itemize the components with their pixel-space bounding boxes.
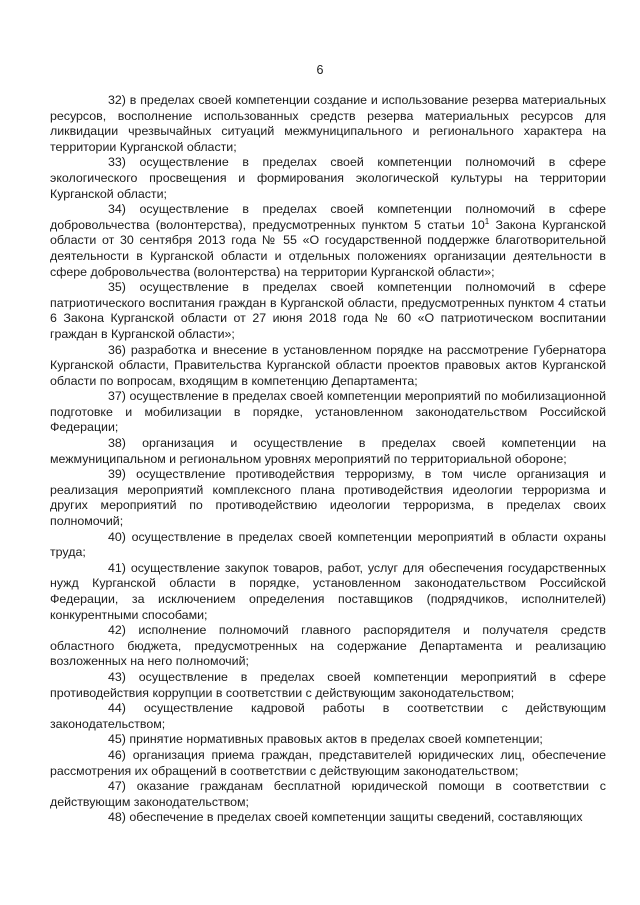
item-number: 48) (108, 810, 126, 825)
item-text: осуществление противодействия терроризму, в том числе организация и реализация мероприятий комплексного плана противодействия идеологии терроризма и других мероприятий по противодействию идеологии терроризма, в пределах своих полномочий; (50, 467, 606, 529)
item-number: 36) (108, 342, 126, 357)
item-text: осуществление в пределах своей компетенции мероприятий по мобилизационной подготовке и мобилизации в порядке, установленном законодательством Российской Федерации; (50, 389, 606, 435)
list-item-45 (50, 732, 606, 748)
list-item-37 (50, 389, 606, 436)
item-text: осуществление закупок товаров, работ, услуг для обеспечения государственных нужд Курганской области в порядке, установленном законодательством Российской Федерации, за исключением определения поставщиков (подрядчиков, исполнителей) конкурентными способами; (50, 560, 606, 622)
item-number: 40) (108, 529, 126, 544)
item-number: 38) (108, 436, 126, 451)
item-text: осуществление в пределах своей компетенции полномочий в сфере экологического просвещения и формирования экологической культуры на территории Курганской области; (50, 155, 606, 201)
item-number: 37) (108, 389, 126, 404)
item-number: 35) (108, 280, 126, 295)
item-number: 43) (108, 669, 126, 684)
item-number: 46) (108, 747, 126, 762)
list-item-47 (50, 779, 606, 810)
item-text: осуществление в пределах своей компетенции мероприятий в сфере противодействия коррупции в соответствии с действующим законодательством; (50, 669, 606, 700)
list-item-34 (50, 202, 606, 280)
list-item-48 (50, 810, 606, 826)
item-text: исполнение полномочий главного распорядителя и получателя средств областного бюджета, предусмотренных на содержание Департамента и реализацию возложенных на него полномочий; (50, 623, 606, 669)
document-body (50, 93, 606, 826)
item-number: 45) (108, 732, 126, 747)
list-item-46 (50, 748, 606, 779)
list-item-38 (50, 436, 606, 467)
item-number: 32) (108, 93, 126, 107)
item-text: в пределах своей компетенции создание и использование резерва материальных ресурсов, восполнение использованных средств резерва материальных ресурсов для ликвидации чрезвычайных ситуаций межмуниципального и регионального характера на территории Курганской области; (50, 93, 606, 154)
list-item-39 (50, 467, 606, 529)
item-number: 47) (108, 779, 126, 794)
list-item-32 (50, 93, 606, 155)
superscript: 1 (484, 216, 490, 226)
item-text: осуществление в пределах своей компетенции мероприятий в области охраны труда; (50, 529, 606, 560)
list-item-43 (50, 670, 606, 701)
item-text: организация приема граждан, представителей юридических лиц, обеспечение рассмотрения их обращений в соответствии с действующим законодательством; (50, 747, 606, 778)
list-item-40 (50, 530, 606, 561)
item-number: 42) (108, 623, 126, 638)
item-text: принятие нормативных правовых актов в пределах своей компетенции; (125, 732, 543, 747)
list-item-44 (50, 701, 606, 732)
item-text: организация и осуществление в пределах своей компетенции на межмуниципальном и региональном уровнях мероприятий по территориальной обороне; (50, 436, 606, 466)
list-item-41 (50, 561, 606, 623)
item-text: обеспечение в пределах своей компетенции защиты сведений, составляющих (125, 810, 583, 825)
item-number: 33) (108, 155, 126, 170)
item-number: 39) (108, 467, 126, 482)
item-text: осуществление в пределах своей компетенции полномочий в сфере патриотического воспитания граждан в Курганской области, предусмотренных пунктом 4 статьи 6 Закона Курганской области от 27 июня 2018 года № 60 «О патриотическом воспитании граждан в Курганской области»; (50, 280, 606, 341)
list-item-33 (50, 155, 606, 202)
list-item-42 (50, 623, 606, 670)
item-text: осуществление в пределах своей компетенции полномочий в сфере добровольчества (волонтерства), предусмотренных пунктом 5 статьи 10 (50, 202, 606, 232)
item-text: разработка и внесение в установленном порядке на рассмотрение Губернатора Курганской области, Правительства Курганской области проектов правовых актов Курганской области по вопросам, входящим в компетенцию Департамента; (50, 342, 606, 388)
list-item-36 (50, 343, 606, 390)
item-number: 34) (108, 202, 126, 217)
item-text-continued: Закона Курганской области от 30 сентября 2013 года № 55 «О государственной поддержке благотворительной деятельности в Курганской области и отдельных положениях организации деятельности в сфере добровольчества (волонтерства) на территории Курганской области»; (50, 217, 606, 279)
item-number: 44) (108, 701, 126, 716)
item-number: 41) (108, 560, 126, 575)
list-item-35 (50, 280, 606, 342)
item-text: осуществление кадровой работы в соответствии с действующим законодательством; (50, 701, 606, 731)
item-text: оказание гражданам бесплатной юридической помощи в соответствии с действующим законодательством; (50, 779, 606, 809)
page-number: 6 (316, 63, 324, 77)
